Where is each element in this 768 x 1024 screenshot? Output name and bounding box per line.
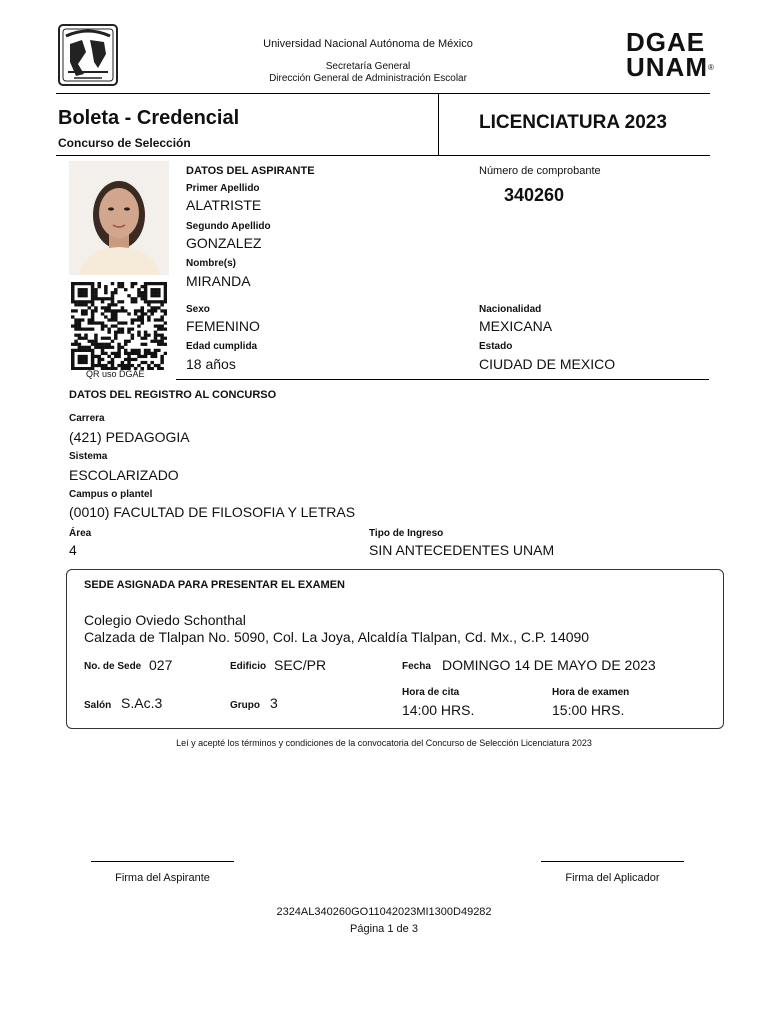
unam-seal-logo — [56, 22, 120, 88]
aspirante-section-title: DATOS DEL ASPIRANTE — [186, 165, 315, 177]
registered-mark: ® — [708, 63, 715, 72]
grupo-value: 3 — [270, 695, 278, 711]
sede-direccion: Calzada de Tlalpan No. 5090, Col. La Joya, Alcaldía Tlalpan, Cd. Mx., C.P. 14090 — [84, 629, 590, 645]
doc-subtitle: Concurso de Selección — [58, 136, 191, 150]
registro-section-title: DATOS DEL REGISTRO AL CONCURSO — [69, 389, 277, 401]
logo-line-unam: UNAM® — [626, 52, 715, 82]
sede-section-title: SEDE ASIGNADA PARA PRESENTAR EL EXAMEN — [84, 579, 345, 591]
applicant-photo — [69, 161, 169, 275]
firma-aspirante-label: Firma del Aspirante — [115, 872, 210, 884]
hora-cita-value: 14:00 HRS. — [402, 702, 475, 718]
comprobante-value: 340260 — [504, 185, 565, 205]
no-sede-value: 027 — [149, 657, 173, 673]
area-value: 4 — [69, 542, 77, 558]
estado-label: Estado — [479, 341, 513, 352]
edad-label: Edad cumplida — [186, 341, 258, 352]
header-divider-bottom — [56, 155, 710, 156]
estado-value: CIUDAD DE MEXICO — [479, 356, 616, 372]
salon-label: Salón — [84, 700, 112, 711]
university-name: Universidad Nacional Autónoma de México — [263, 38, 473, 50]
primer-apellido-value: ALATRISTE — [186, 197, 262, 213]
dgae-unam-logo — [626, 27, 715, 82]
nombres-value: MIRANDA — [186, 273, 251, 289]
no-sede-label: No. de Sede — [84, 661, 142, 672]
campus-value: (0010) FACULTAD DE FILOSOFIA Y LETRAS — [69, 504, 356, 520]
campus-label: Campus o plantel — [69, 489, 153, 500]
salon-value: S.Ac.3 — [121, 695, 163, 711]
sede-nombre: Colegio Oviedo Schonthal — [84, 612, 246, 628]
segundo-apellido-value: GONZALEZ — [186, 235, 262, 251]
edificio-label: Edificio — [230, 661, 267, 672]
nacionalidad-value: MEXICANA — [479, 318, 553, 334]
firma-aplicador-line — [541, 861, 684, 862]
exam-level: LICENCIATURA 2023 — [479, 112, 667, 133]
ingreso-label: Tipo de Ingreso — [369, 528, 444, 539]
page-number: Página 1 de 3 — [350, 923, 418, 935]
terms-text: Leí y acepté los términos y condiciones de la convocatoria del Concurso de Selección Licenciatura 2023 — [176, 738, 592, 748]
doc-title: Boleta - Credencial — [58, 107, 240, 129]
header-divider-top — [56, 93, 710, 94]
firma-aspirante-line — [91, 861, 234, 862]
verification-code: 2324AL340260GO11042023MI1300D49282 — [276, 906, 492, 918]
sistema-value: ESCOLARIZADO — [69, 467, 179, 483]
edificio-value: SEC/PR — [274, 657, 327, 673]
fecha-label: Fecha — [402, 661, 431, 672]
ingreso-value: SIN ANTECEDENTES UNAM — [369, 542, 555, 558]
edad-value: 18 años — [186, 356, 236, 372]
grupo-label: Grupo — [230, 700, 260, 711]
sistema-label: Sistema — [69, 451, 108, 462]
sede-box — [66, 569, 724, 729]
comprobante-label: Número de comprobante — [479, 165, 601, 177]
nacionalidad-label: Nacionalidad — [479, 304, 542, 315]
title-divider — [438, 93, 439, 155]
qr-code — [71, 282, 167, 370]
secretaria-general: Secretaría General — [325, 61, 411, 72]
area-label: Área — [69, 528, 92, 539]
direccion-general: Dirección General de Administración Escolar — [269, 73, 467, 84]
qr-caption: QR uso DGAE — [86, 369, 145, 379]
segundo-apellido-label: Segundo Apellido — [186, 221, 271, 232]
primer-apellido-label: Primer Apellido — [186, 183, 260, 194]
sexo-value: FEMENINO — [186, 318, 260, 334]
sexo-label: Sexo — [186, 304, 210, 315]
logo-line-dgae: DGAE — [626, 27, 706, 57]
aspirante-divider — [176, 379, 709, 380]
hora-cita-label: Hora de cita — [402, 687, 460, 698]
hora-examen-label: Hora de examen — [552, 687, 630, 698]
carrera-value: (421) PEDAGOGIA — [69, 429, 190, 445]
fecha-value: DOMINGO 14 DE MAYO DE 2023 — [442, 657, 656, 673]
carrera-label: Carrera — [69, 413, 105, 424]
nombres-label: Nombre(s) — [186, 258, 237, 269]
firma-aplicador-label: Firma del Aplicador — [565, 872, 660, 884]
hora-examen-value: 15:00 HRS. — [552, 702, 625, 718]
